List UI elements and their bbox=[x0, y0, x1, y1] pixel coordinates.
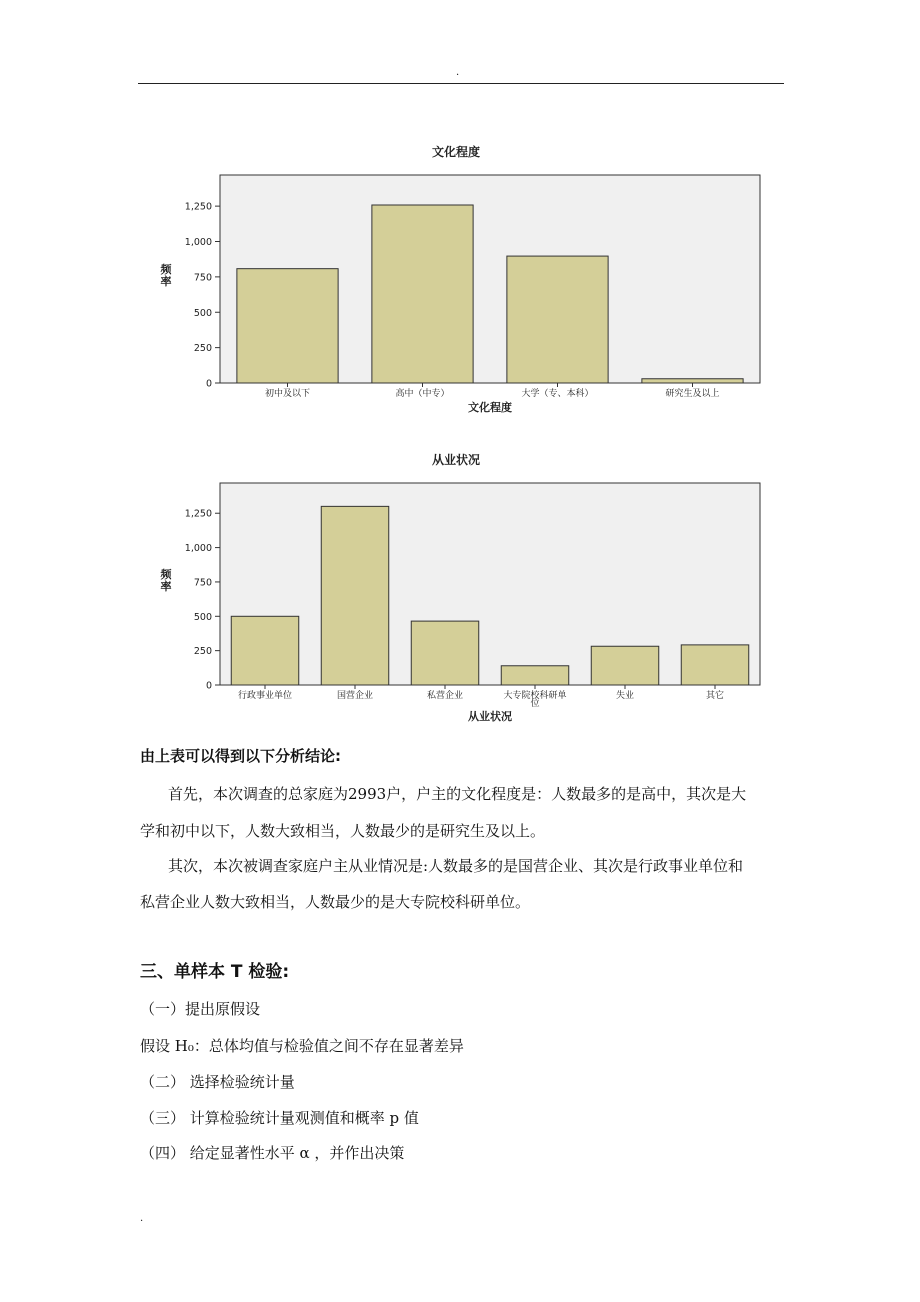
bar-5 bbox=[591, 646, 659, 685]
step-2: （二） 选择检验统计量 bbox=[140, 1073, 295, 1091]
x-tick-label: 高中（中专） bbox=[395, 389, 450, 399]
education-bar-chart bbox=[138, 138, 784, 418]
header-rule bbox=[138, 83, 784, 84]
x-axis-ticks bbox=[238, 685, 724, 709]
x-tick-label: 私营企业 bbox=[426, 691, 464, 701]
bar-6 bbox=[681, 645, 749, 685]
y-axis-ticks bbox=[185, 202, 220, 390]
y-tick-label: 750 bbox=[193, 272, 212, 284]
plot-area bbox=[220, 483, 760, 685]
x-axis-ticks bbox=[265, 383, 720, 399]
x-tick-label: 初中及以下 bbox=[264, 389, 311, 399]
x-axis-label: 文化程度 bbox=[468, 401, 512, 414]
bar-4 bbox=[501, 666, 569, 685]
analysis-paragraph-2-line-1: 其次，本次被调查家庭户主从业情况是:人数最多的是国营企业、其次是行政事业单位和 bbox=[168, 857, 744, 875]
section-heading: 三、单样本 T 检验: bbox=[140, 962, 290, 982]
y-tick-label: 1,000 bbox=[184, 237, 212, 249]
x-tick-label: 国营企业 bbox=[336, 691, 374, 701]
step-1: （一）提出原假设 bbox=[140, 1000, 261, 1018]
hypothesis: 假设 H₀：总体均值与检验值之间不存在显著差异 bbox=[140, 1037, 464, 1055]
y-tick-label: 0 bbox=[205, 680, 212, 692]
analysis-heading: 由上表可以得到以下分析结论: bbox=[140, 747, 341, 765]
y-tick-label: 500 bbox=[193, 307, 212, 319]
analysis-paragraph-1-line-1: 首先，本次调查的总家庭为2993户，户主的文化程度是：人数最多的是高中，其次是大 bbox=[168, 785, 747, 803]
header-mark: . bbox=[456, 67, 460, 78]
bar-2 bbox=[372, 205, 473, 383]
y-tick-label: 750 bbox=[193, 577, 212, 589]
x-tick-label: 研究生及以上 bbox=[665, 389, 720, 399]
analysis-paragraph-1-line-2: 学和初中以下，人数大致相当，人数最少的是研究生及以上。 bbox=[140, 822, 546, 840]
y-tick-label: 250 bbox=[193, 646, 212, 658]
bar-4 bbox=[642, 379, 743, 383]
y-tick-label: 1,250 bbox=[184, 201, 212, 213]
x-tick-label: 其它 bbox=[705, 691, 725, 701]
y-tick-label: 0 bbox=[205, 378, 212, 390]
y-axis-label: 频率 bbox=[160, 263, 172, 288]
bar-2 bbox=[321, 506, 389, 685]
step-3: （三） 计算检验统计量观测值和概率 p 值 bbox=[140, 1109, 419, 1127]
x-tick-label: 失业 bbox=[615, 691, 635, 701]
chart-title: 文化程度 bbox=[431, 145, 481, 159]
x-axis-label: 从业状况 bbox=[468, 710, 512, 723]
y-axis-ticks bbox=[185, 509, 220, 692]
x-tick-label: 行政事业单位 bbox=[237, 691, 293, 701]
bar-1 bbox=[231, 616, 299, 685]
footer-mark: . bbox=[140, 1213, 144, 1224]
x-tick-label: 大学（专、本科） bbox=[521, 389, 594, 399]
bar-1 bbox=[237, 269, 338, 383]
x-tick-label: 大专院校科研单位 bbox=[503, 691, 567, 709]
bar-3 bbox=[507, 256, 608, 383]
y-axis-label: 频率 bbox=[160, 568, 172, 593]
y-tick-label: 250 bbox=[193, 343, 212, 355]
employment-bar-chart bbox=[138, 448, 784, 728]
chart-title: 从业状况 bbox=[431, 453, 481, 467]
bar-3 bbox=[411, 621, 479, 685]
y-tick-label: 1,000 bbox=[184, 543, 212, 555]
y-tick-label: 1,250 bbox=[184, 508, 212, 520]
analysis-paragraph-2-line-2: 私营企业人数大致相当，人数最少的是大专院校科研单位。 bbox=[140, 893, 531, 911]
step-4: （四） 给定显著性水平 α ，并作出决策 bbox=[140, 1144, 405, 1162]
y-tick-label: 500 bbox=[193, 611, 212, 623]
